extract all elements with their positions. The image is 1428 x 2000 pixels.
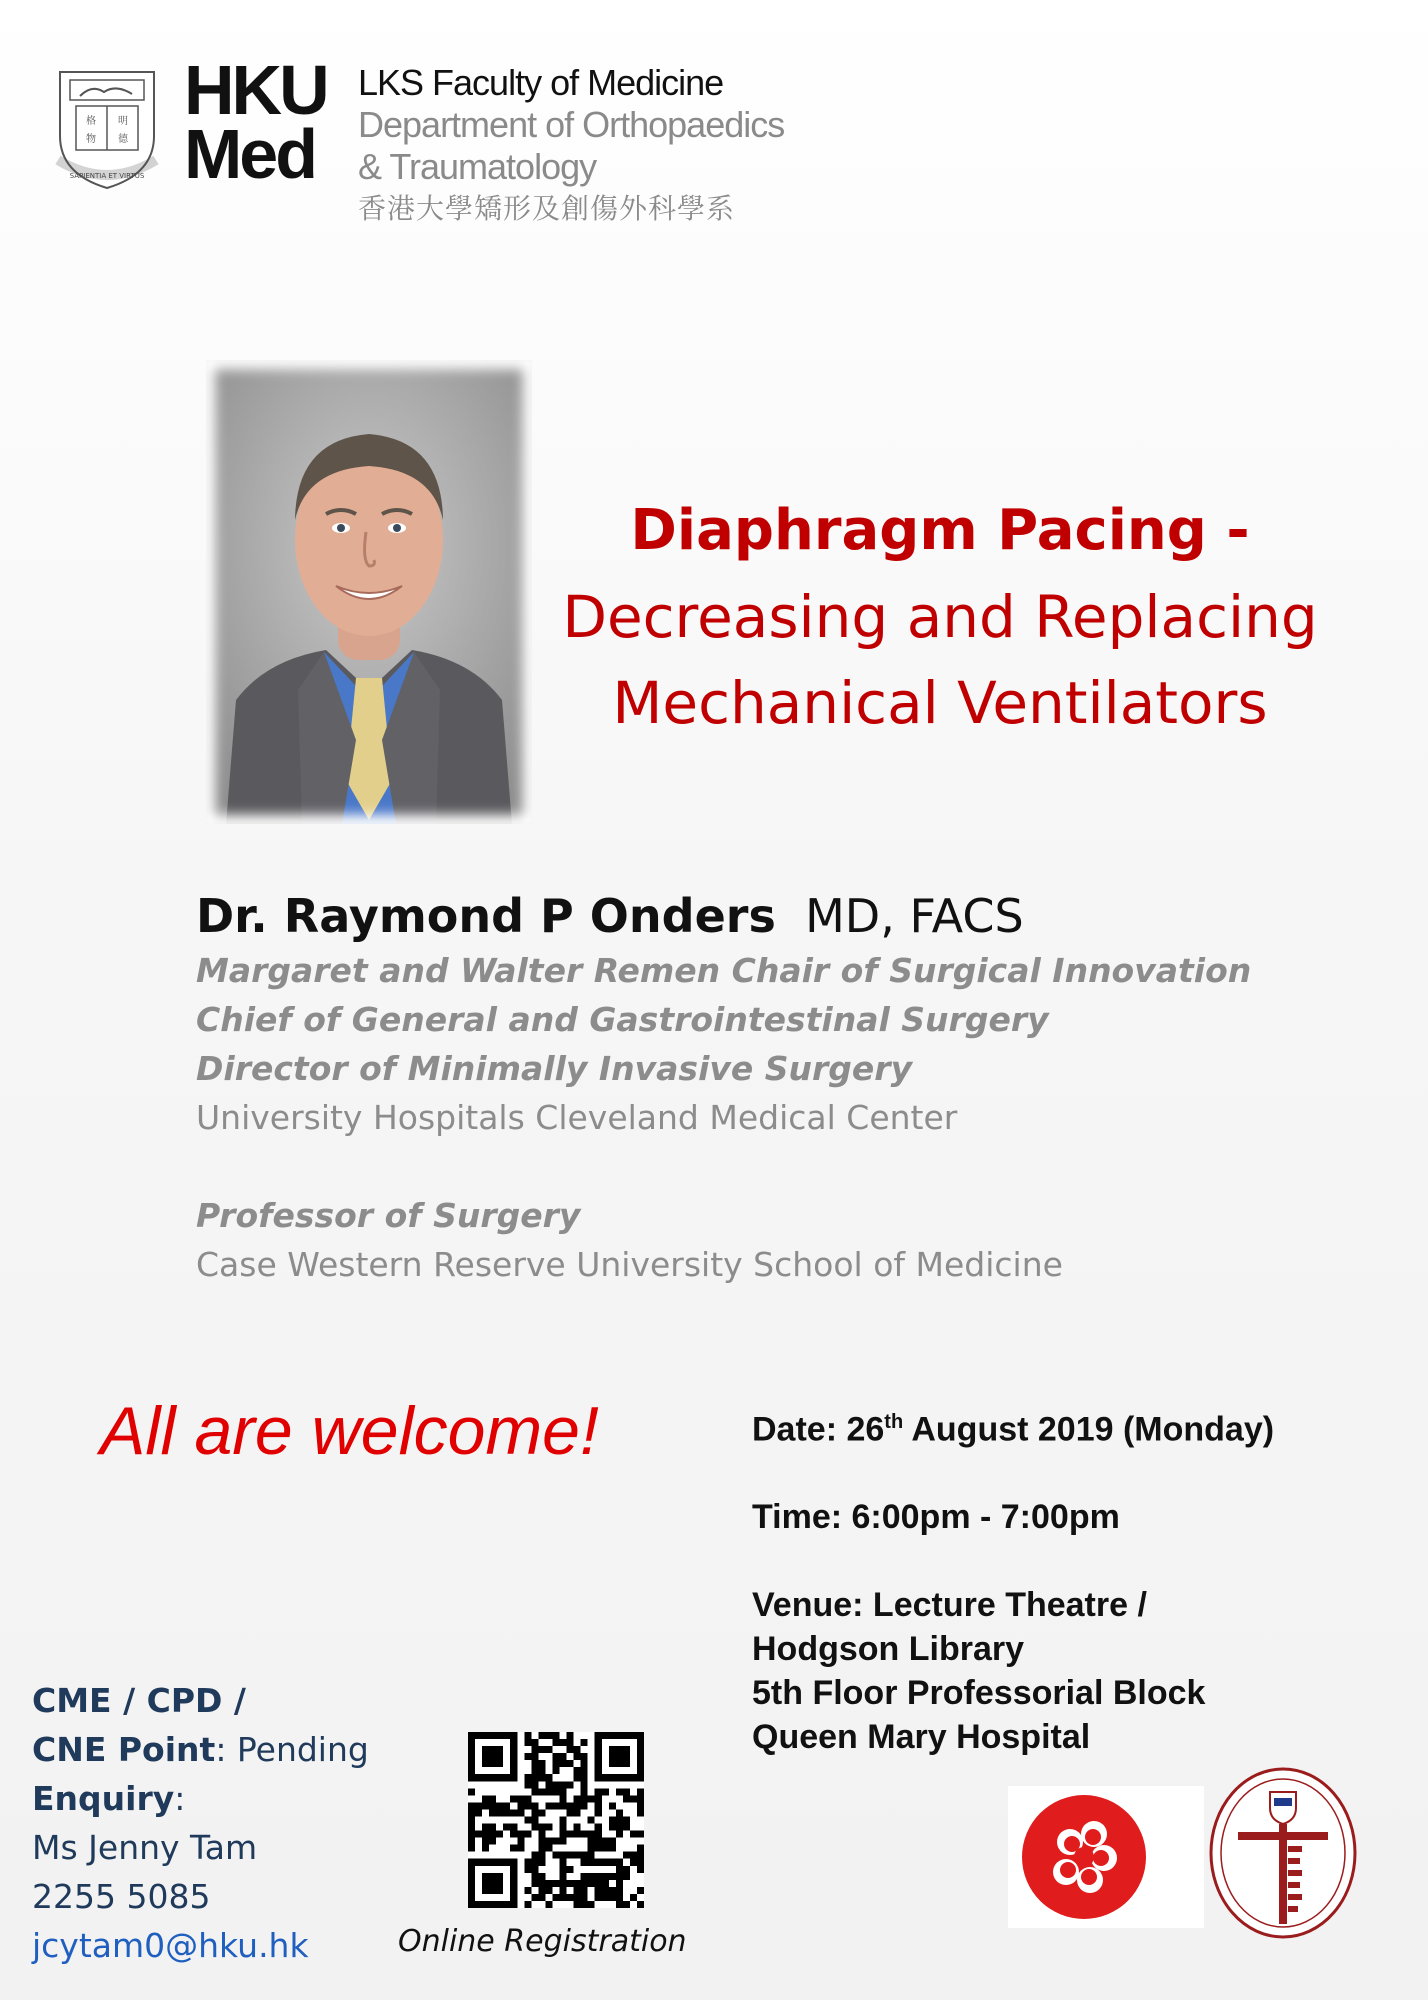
hku-med-wordmark: [184, 51, 327, 193]
hku-crest-logo: [52, 66, 162, 194]
speaker-org2: Case Western Reserve University School of Medicine: [196, 1245, 1063, 1284]
event-date: Date: 26th August 2019 (Monday): [752, 1410, 1275, 1449]
event-details: [752, 1400, 1274, 1759]
event-venue-line3: 5th Floor Professorial Block: [752, 1674, 1206, 1713]
cme-points: CNE Point: Pending: [32, 1730, 369, 1769]
event-venue-line1: Venue: Lecture Theatre /: [752, 1586, 1147, 1625]
enquiry-label: Enquiry:: [32, 1779, 186, 1818]
title-line2: Decreasing and Replacing: [562, 583, 1318, 651]
faculty-name: LKS Faculty of Medicine: [358, 62, 724, 103]
contact-info: [32, 1676, 369, 1970]
wordmark-line2: Med: [184, 115, 315, 193]
svg-text:SAPIENTIA ET VIRTUS: SAPIENTIA ET VIRTUS: [69, 172, 145, 180]
department-line2: & Traumatology: [358, 146, 597, 187]
speaker-org1: University Hospitals Cleveland Medical Center: [196, 1098, 958, 1137]
speaker-role3: Director of Minimally Invasive Surgery: [196, 1049, 913, 1088]
department-chinese: 香港大學矯形及創傷外科學系: [358, 192, 736, 225]
speaker-photo: [206, 360, 532, 824]
svg-text:物: 物: [86, 134, 96, 145]
talk-title: [540, 488, 1340, 746]
speaker-role4: Professor of Surgery: [196, 1196, 581, 1235]
welcome-text: All are welcome!: [100, 1393, 599, 1469]
orthopaedic-society-logo: [1208, 1766, 1358, 1940]
registration-qr-code[interactable]: [468, 1732, 644, 1908]
event-time: Time: 6:00pm - 7:00pm: [752, 1498, 1120, 1537]
wordmark-line1: HKU: [184, 51, 327, 129]
speaker-info: [196, 886, 1251, 1289]
title-line1: Diaphragm Pacing -: [630, 498, 1250, 563]
event-venue-line4: Queen Mary Hospital: [752, 1718, 1091, 1757]
speaker-role1: Margaret and Walter Remen Chair of Surgical Innovation: [196, 951, 1252, 990]
svg-text:明: 明: [118, 116, 128, 127]
cme-label-line1: CME / CPD /: [32, 1681, 246, 1720]
svg-text:德: 德: [118, 134, 128, 145]
speaker-role2: Chief of General and Gastrointestinal Surgery: [196, 1000, 1049, 1039]
qr-caption: Online Registration: [398, 1924, 687, 1959]
department-header: [358, 62, 784, 230]
speaker-name-line: [196, 886, 1251, 946]
title-line3: Mechanical Ventilators: [612, 669, 1268, 737]
event-venue-line2: Hodgson Library: [752, 1630, 1025, 1669]
red-flower-logo: [1008, 1786, 1204, 1928]
speaker-credentials: MD, FACS: [805, 889, 1024, 943]
speaker-name: Dr. Raymond P Onders: [196, 889, 776, 943]
department-line1: Department of Orthopaedics: [358, 104, 785, 145]
svg-text:格: 格: [86, 116, 96, 127]
contact-email-link[interactable]: jcytam0@hku.hk: [32, 1926, 309, 1965]
contact-phone: 2255 5085: [32, 1877, 211, 1916]
contact-person: Ms Jenny Tam: [32, 1828, 258, 1867]
